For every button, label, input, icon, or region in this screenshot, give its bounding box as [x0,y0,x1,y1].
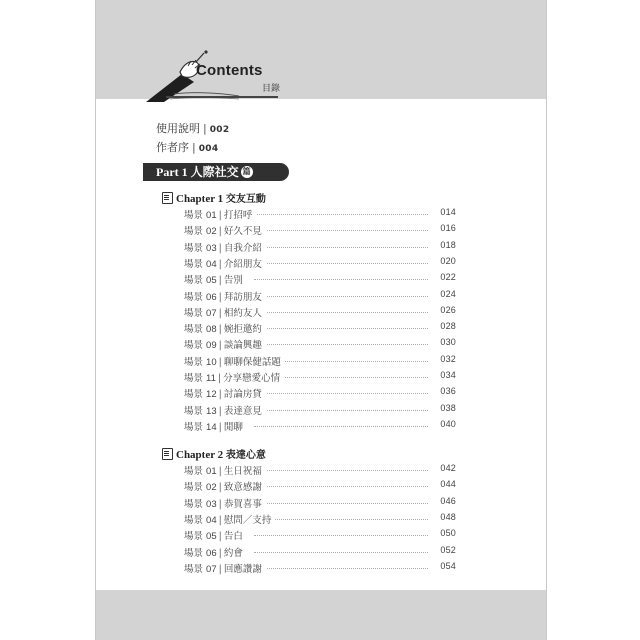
entry-page: 054 [440,560,456,571]
entry-scene: 場景 [184,547,204,559]
separator: | [218,324,222,336]
entry-scene: 場景 [184,210,204,221]
entry-label [184,512,275,526]
dot-leader [254,535,428,536]
entry-title: 相約友人 [223,307,262,319]
entry-number: 10 [206,356,217,368]
separator: | [203,122,207,135]
book-page [95,0,547,640]
entry-label [184,240,266,254]
dot-leader [254,279,428,280]
entry-page: 046 [440,495,456,506]
entry-number: 02 [206,482,217,494]
separator: | [218,421,222,433]
toc-entry[interactable] [184,256,456,268]
entry-title: 介紹朋友 [223,258,262,270]
entry-label [184,386,266,400]
entry-number: 08 [206,324,217,336]
entry-number: 05 [206,531,217,543]
entry-scene: 場景 [184,498,204,510]
entry-number: 09 [206,340,217,352]
entry-label [184,528,247,542]
entry-number: 01 [206,210,217,221]
entry-label [184,354,285,368]
entry-number: 03 [206,242,217,254]
entry-number: 01 [206,466,217,477]
entry-page: 030 [440,337,456,348]
entry-title: 恭賀喜事 [223,498,262,510]
entry-page: 032 [440,353,456,364]
front-matter-page: 004 [198,144,219,154]
entry-number: 06 [206,547,217,559]
dot-leader [254,503,428,504]
entry-title: 拜訪朋友 [223,291,262,303]
book-icon [162,192,173,204]
entry-title: 分享戀愛心情 [223,373,281,384]
toc-entry[interactable] [184,528,456,543]
entry-number: 03 [206,498,217,510]
entry-scene: 場景 [184,340,204,352]
separator: | [218,356,222,368]
header-underline [166,96,278,98]
toc-entry[interactable] [184,545,456,557]
dot-leader [254,312,428,313]
entry-label [184,256,266,270]
entry-label [184,223,266,237]
dot-leader [254,393,428,394]
separator: | [218,258,222,270]
toc-entry[interactable] [184,207,456,219]
chapter-heading[interactable] [162,446,266,461]
toc-entry[interactable] [184,337,456,352]
dot-leader [254,214,428,215]
toc-entry[interactable] [184,321,456,336]
entry-page: 014 [440,207,456,217]
chapter-title: 交友互動 [225,194,266,205]
separator: | [217,373,222,384]
toc-entry[interactable] [184,354,456,366]
dot-leader [254,247,428,248]
entry-title: 告別 [223,275,243,287]
entry-scene: 場景 [184,242,204,254]
toc-entry[interactable] [184,305,456,317]
dot-leader [254,568,428,569]
dot-leader [254,552,428,553]
entry-page: 024 [440,288,456,299]
entry-title: 閒聊 [223,421,243,433]
front-matter-item[interactable] [156,120,229,136]
entry-title: 表達意見 [223,405,262,417]
separator: | [218,482,222,494]
toc-entry[interactable] [184,561,456,573]
separator: | [218,547,222,559]
contents-subtitle: 目錄 [262,84,281,94]
entry-title: 回應讚謝 [223,563,262,575]
entry-page: 050 [440,528,456,539]
dot-leader [254,519,428,520]
entry-scene: 場景 [184,466,204,477]
dot-leader [254,328,428,329]
entry-title: 談論興趣 [223,340,262,352]
front-matter-label: 作者序 [156,141,189,154]
separator: | [218,389,222,401]
chapter-label: Chapter 2 [176,449,224,461]
entry-number: 02 [206,226,217,238]
chapter-title: 表達心意 [225,450,266,461]
entry-page: 040 [440,418,456,429]
dot-leader [254,470,428,471]
part-heading[interactable] [143,163,289,181]
entry-page: 044 [440,479,456,490]
chapter-label: Chapter 1 [176,193,224,205]
entry-scene: 場景 [184,531,204,543]
entry-title: 好久不見 [223,226,262,238]
entry-scene: 場景 [184,421,204,433]
separator: | [218,210,222,221]
toc-entry[interactable] [184,289,456,301]
entry-scene: 場景 [184,389,204,401]
separator: | [218,531,222,543]
entry-label [184,321,266,335]
toc-entry[interactable] [184,370,456,382]
dot-leader [254,344,428,345]
separator: | [218,405,222,417]
entry-page: 016 [440,223,456,234]
entry-number: 14 [206,421,217,433]
entry-label [184,305,266,319]
separator: | [192,141,196,154]
entry-label [184,479,266,493]
entry-label [184,289,266,303]
separator: | [218,275,222,287]
entry-label [184,272,247,286]
separator: | [218,307,222,319]
dot-leader [254,296,428,297]
toc-entry[interactable] [184,240,456,252]
front-matter-page: 002 [209,125,230,135]
separator: | [218,226,222,238]
entry-label [184,337,266,351]
entry-scene: 場景 [184,356,204,368]
entry-number: 13 [206,405,217,417]
entry-title: 聊聊保健話題 [223,356,281,368]
entry-scene: 場景 [184,514,204,526]
front-matter-item[interactable] [156,139,218,155]
entry-label [184,561,266,575]
entry-label [184,403,266,417]
entry-page: 036 [440,386,456,397]
entry-page: 020 [440,255,456,266]
separator: | [218,514,222,526]
separator: | [218,242,222,254]
entry-page: 018 [440,239,456,250]
contents-title: Contents [196,62,263,79]
dot-leader [254,230,428,231]
toc-entry[interactable] [184,496,456,508]
separator: | [218,291,222,303]
front-matter-label: 使用說明 [156,122,200,135]
entry-title: 生日祝福 [223,466,262,477]
bottom-gray-band [96,590,546,640]
entry-title: 自我介紹 [223,242,262,254]
entry-scene: 場景 [184,373,204,384]
entry-scene: 場景 [184,291,204,303]
entry-label [184,496,266,510]
entry-label [184,370,284,384]
toc-entry[interactable] [184,463,456,475]
entry-title: 婉拒邀約 [223,324,262,336]
entry-number: 04 [206,258,217,270]
entry-number: 12 [206,389,217,401]
dot-leader [254,426,428,427]
entry-label [184,207,256,221]
entry-scene: 場景 [184,563,204,575]
entry-number: 11 [206,373,216,384]
entry-scene: 場景 [184,405,204,417]
entry-label [184,463,266,477]
entry-title: 討論房貸 [223,389,262,401]
entry-number: 07 [206,307,217,319]
entry-scene: 場景 [184,226,204,238]
entry-number: 04 [206,514,217,526]
book-icon [162,448,173,460]
entry-title: 慰問／支持 [223,514,272,526]
chapter-heading[interactable] [162,190,266,205]
toc-entry[interactable] [184,403,456,415]
dot-leader [254,263,428,264]
entry-scene: 場景 [184,307,204,319]
toc-entry[interactable] [184,272,456,287]
entry-title: 告白 [223,531,243,543]
entry-page: 052 [440,544,456,555]
entry-page: 034 [440,370,456,380]
entry-scene: 場景 [184,275,204,287]
toc-entry[interactable] [184,479,456,494]
entry-page: 038 [440,402,456,413]
entry-scene: 場景 [184,324,204,336]
entry-label [184,545,247,559]
separator: | [218,466,222,477]
part-badge: 篇 [242,167,251,177]
entry-number: 07 [206,563,217,575]
entry-title: 約會 [223,547,243,559]
toc-entry[interactable] [184,386,456,401]
entry-page: 048 [440,511,456,522]
entry-title: 致意感謝 [223,482,262,494]
entry-number: 05 [206,275,217,287]
entry-label [184,419,247,433]
entry-page: 022 [440,272,456,283]
toc-entry[interactable] [184,419,456,431]
entry-page: 042 [440,463,456,473]
entry-page: 026 [440,304,456,315]
separator: | [218,498,222,510]
entry-page: 028 [440,321,456,332]
part-label: Part 1 人際社交 [156,165,239,179]
entry-title: 打招呼 [223,210,253,221]
entry-scene: 場景 [184,482,204,494]
dot-leader [254,486,428,487]
separator: | [218,340,222,352]
separator: | [218,563,222,575]
toc-entry[interactable] [184,512,456,524]
entry-scene: 場景 [184,258,204,270]
entry-number: 06 [206,291,217,303]
toc-entry[interactable] [184,223,456,238]
dot-leader [254,410,428,411]
